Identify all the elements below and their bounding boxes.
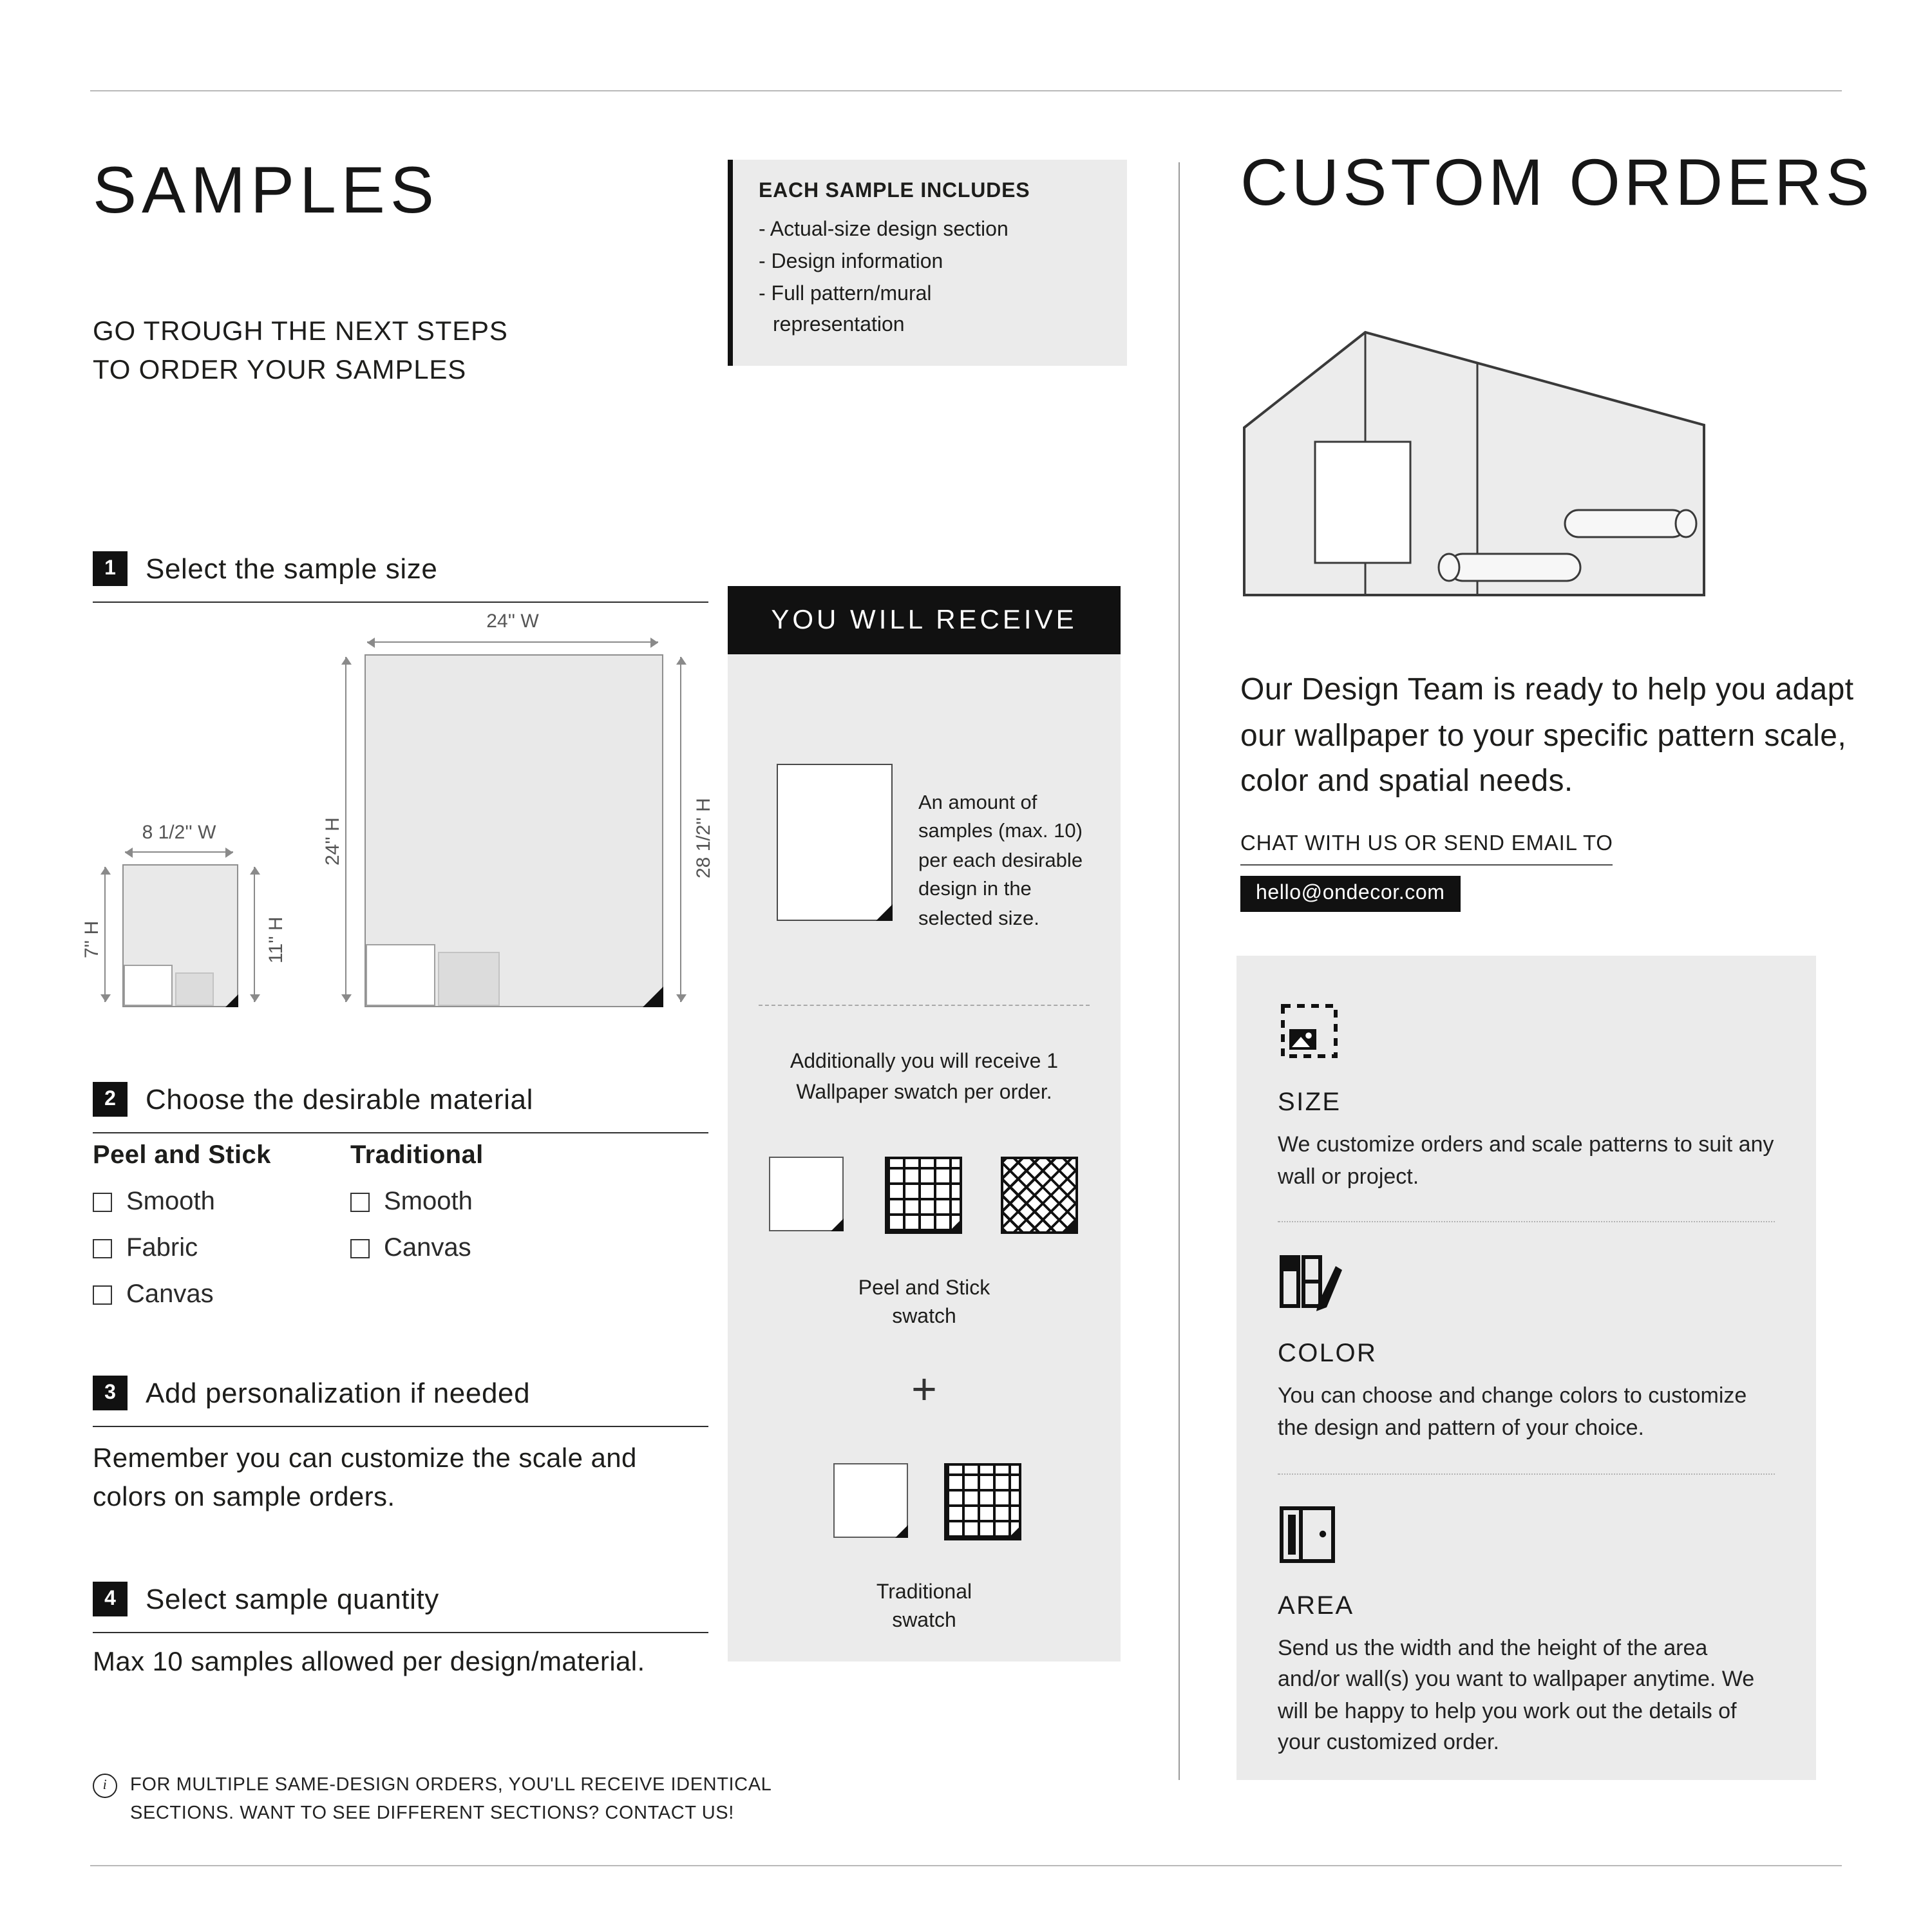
step-4-text: Max 10 samples allowed per design/material. xyxy=(93,1647,645,1677)
feature-size-text: We customize orders and scale patterns to suit any wall or project. xyxy=(1278,1132,1774,1189)
chat-with-us-label: CHAT WITH US OR SEND EMAIL TO xyxy=(1240,832,1613,866)
large-sample-left-dim xyxy=(345,657,346,1002)
samples-intro-line1: GO TROUGH THE NEXT STEPS xyxy=(93,317,508,346)
corner-fold-icon xyxy=(948,1220,961,1233)
step-1-header xyxy=(93,551,708,603)
option-traditional-smooth[interactable]: Smooth xyxy=(350,1188,484,1217)
house-illustration-svg xyxy=(1240,322,1710,634)
feature-area xyxy=(1278,1502,1775,1759)
samples-intro-line2: TO ORDER YOUR SAMPLES xyxy=(93,355,467,386)
corner-fold-icon xyxy=(876,904,893,921)
dotted-divider xyxy=(1278,1473,1775,1474)
plain-swatch-icon xyxy=(833,1463,908,1538)
small-sample-width-dim xyxy=(125,851,233,853)
checkbox-icon[interactable] xyxy=(350,1193,370,1212)
checkbox-icon[interactable] xyxy=(93,1193,112,1212)
corner-fold-icon xyxy=(643,987,663,1007)
custom-features-panel xyxy=(1236,956,1816,1780)
you-will-receive-header: YOU WILL RECEIVE xyxy=(728,586,1121,654)
material-column-traditional xyxy=(350,1141,484,1264)
corner-fold-icon xyxy=(1007,1526,1020,1539)
step-1-number: 1 xyxy=(93,551,128,586)
samples-intro xyxy=(93,313,508,392)
option-traditional-canvas[interactable]: Canvas xyxy=(350,1234,484,1264)
feature-size xyxy=(1278,1002,1775,1193)
dotted-divider xyxy=(1278,1222,1775,1223)
you-will-receive-panel xyxy=(728,654,1121,1662)
large-sample-width-label: 24'' W xyxy=(486,611,539,632)
small-sample-swatch-gray xyxy=(175,972,214,1006)
each-sample-includes-box xyxy=(728,160,1127,366)
step-2-header xyxy=(93,1082,708,1133)
custom-orders-title: CUSTOM ORDERS xyxy=(1240,146,1873,219)
large-sample-right-dim xyxy=(680,657,681,1002)
step-4-label: Select sample quantity xyxy=(146,1582,439,1615)
option-peel-fabric[interactable]: Fabric xyxy=(93,1234,271,1264)
additional-swatch-text: Additionally you will receive 1 Wallpaper swatch per order. xyxy=(790,1051,1059,1104)
small-sample-swatch-white xyxy=(124,965,173,1006)
samples-amount-text: An amount of samples (max. 10) per each desirable design in the selected size. xyxy=(918,792,1083,930)
step-1-label: Select the sample size xyxy=(146,552,438,584)
large-sample-diagram xyxy=(365,654,663,1007)
samples-title: SAMPLES xyxy=(93,153,439,227)
peel-and-stick-title: Peel and Stick xyxy=(93,1141,271,1170)
checkbox-icon[interactable] xyxy=(93,1239,112,1258)
small-sample-right-height-label: 11'' H xyxy=(265,916,287,963)
step-3-header xyxy=(93,1376,708,1427)
house-illustration xyxy=(1240,322,1710,640)
checkbox-icon[interactable] xyxy=(93,1285,112,1305)
large-sample-width-dim xyxy=(367,641,658,643)
step-4-header xyxy=(93,1582,708,1633)
large-sample-left-height-label: 24'' H xyxy=(322,817,344,866)
step-4-number: 4 xyxy=(93,1582,128,1616)
step-3-label: Add personalization if needed xyxy=(146,1376,531,1408)
grid-swatch-icon xyxy=(885,1157,962,1234)
option-peel-smooth[interactable]: Smooth xyxy=(93,1188,271,1217)
small-sample-right-dim xyxy=(254,867,255,1002)
bottom-rule xyxy=(90,1865,1842,1866)
feature-color-text: You can choose and change colors to customize the design and pattern of your choice. xyxy=(1278,1383,1747,1440)
peel-swatch-caption: Peel and Stick swatch xyxy=(858,1278,990,1329)
corner-fold-icon xyxy=(831,1218,844,1231)
email-badge[interactable]: hello@ondecor.com xyxy=(1240,876,1461,912)
step-3-text: Remember you can customize the scale and colors on sample orders. xyxy=(93,1444,637,1513)
small-sample-diagram xyxy=(122,864,238,1007)
large-sample-right-height-label: 28 1/2'' H xyxy=(693,798,715,878)
step-2-number: 2 xyxy=(93,1082,128,1117)
feature-color xyxy=(1278,1251,1775,1445)
sample-sheet-icon xyxy=(777,764,893,921)
column-divider xyxy=(1179,162,1180,1780)
includes-item: - Actual-size design section xyxy=(759,219,1009,241)
info-icon: i xyxy=(93,1774,117,1798)
corner-fold-icon xyxy=(1064,1220,1077,1233)
includes-item: - Full pattern/mural representation xyxy=(759,283,932,337)
footer-note-text: FOR MULTIPLE SAME-DESIGN ORDERS, YOU'LL RECEIVE IDENTICAL SECTIONS. WANT TO SEE DIFFERENT SECTIONS? CONTACT US! xyxy=(130,1775,772,1824)
dashed-divider xyxy=(759,1005,1090,1006)
traditional-swatch-caption: Traditional swatch xyxy=(876,1582,972,1633)
size-icon xyxy=(1278,1002,1340,1061)
feature-size-title: SIZE xyxy=(1278,1088,1341,1117)
corner-fold-icon xyxy=(895,1525,908,1538)
large-sample-swatch-white xyxy=(366,944,435,1006)
includes-item: - Design information xyxy=(759,251,943,273)
feature-area-title: AREA xyxy=(1278,1591,1354,1620)
corner-fold-icon xyxy=(225,994,238,1007)
footer-note xyxy=(93,1772,878,1828)
checkbox-icon[interactable] xyxy=(350,1239,370,1258)
step-3-number: 3 xyxy=(93,1376,128,1410)
feature-area-text: Send us the width and the height of the area and/or wall(s) you want to wallpaper anytime. We will be happy to help you work out the details of your customized order. xyxy=(1278,1635,1755,1755)
plain-swatch-icon xyxy=(769,1157,844,1231)
includes-title: EACH SAMPLE INCLUDES xyxy=(759,180,1030,202)
top-rule xyxy=(90,90,1842,91)
step-2-label: Choose the desirable material xyxy=(146,1083,533,1115)
material-column-peel xyxy=(93,1141,271,1310)
area-icon xyxy=(1278,1502,1337,1564)
crosshatch-swatch-icon xyxy=(1001,1157,1078,1234)
small-sample-left-dim xyxy=(104,867,106,1002)
traditional-title: Traditional xyxy=(350,1141,484,1170)
plus-icon: + xyxy=(911,1365,937,1414)
custom-intro-text: Our Design Team is ready to help you adapt our wallpaper to your specific pattern scale, color and spatial needs. xyxy=(1240,672,1854,799)
large-sample-swatch-gray xyxy=(438,952,500,1006)
small-sample-left-height-label: 7'' H xyxy=(81,920,103,958)
option-peel-canvas[interactable]: Canvas xyxy=(93,1280,271,1310)
grid-swatch-icon xyxy=(944,1463,1021,1540)
feature-color-title: COLOR xyxy=(1278,1340,1378,1368)
color-icon xyxy=(1278,1251,1345,1313)
small-sample-width-label: 8 1/2'' W xyxy=(142,822,216,844)
